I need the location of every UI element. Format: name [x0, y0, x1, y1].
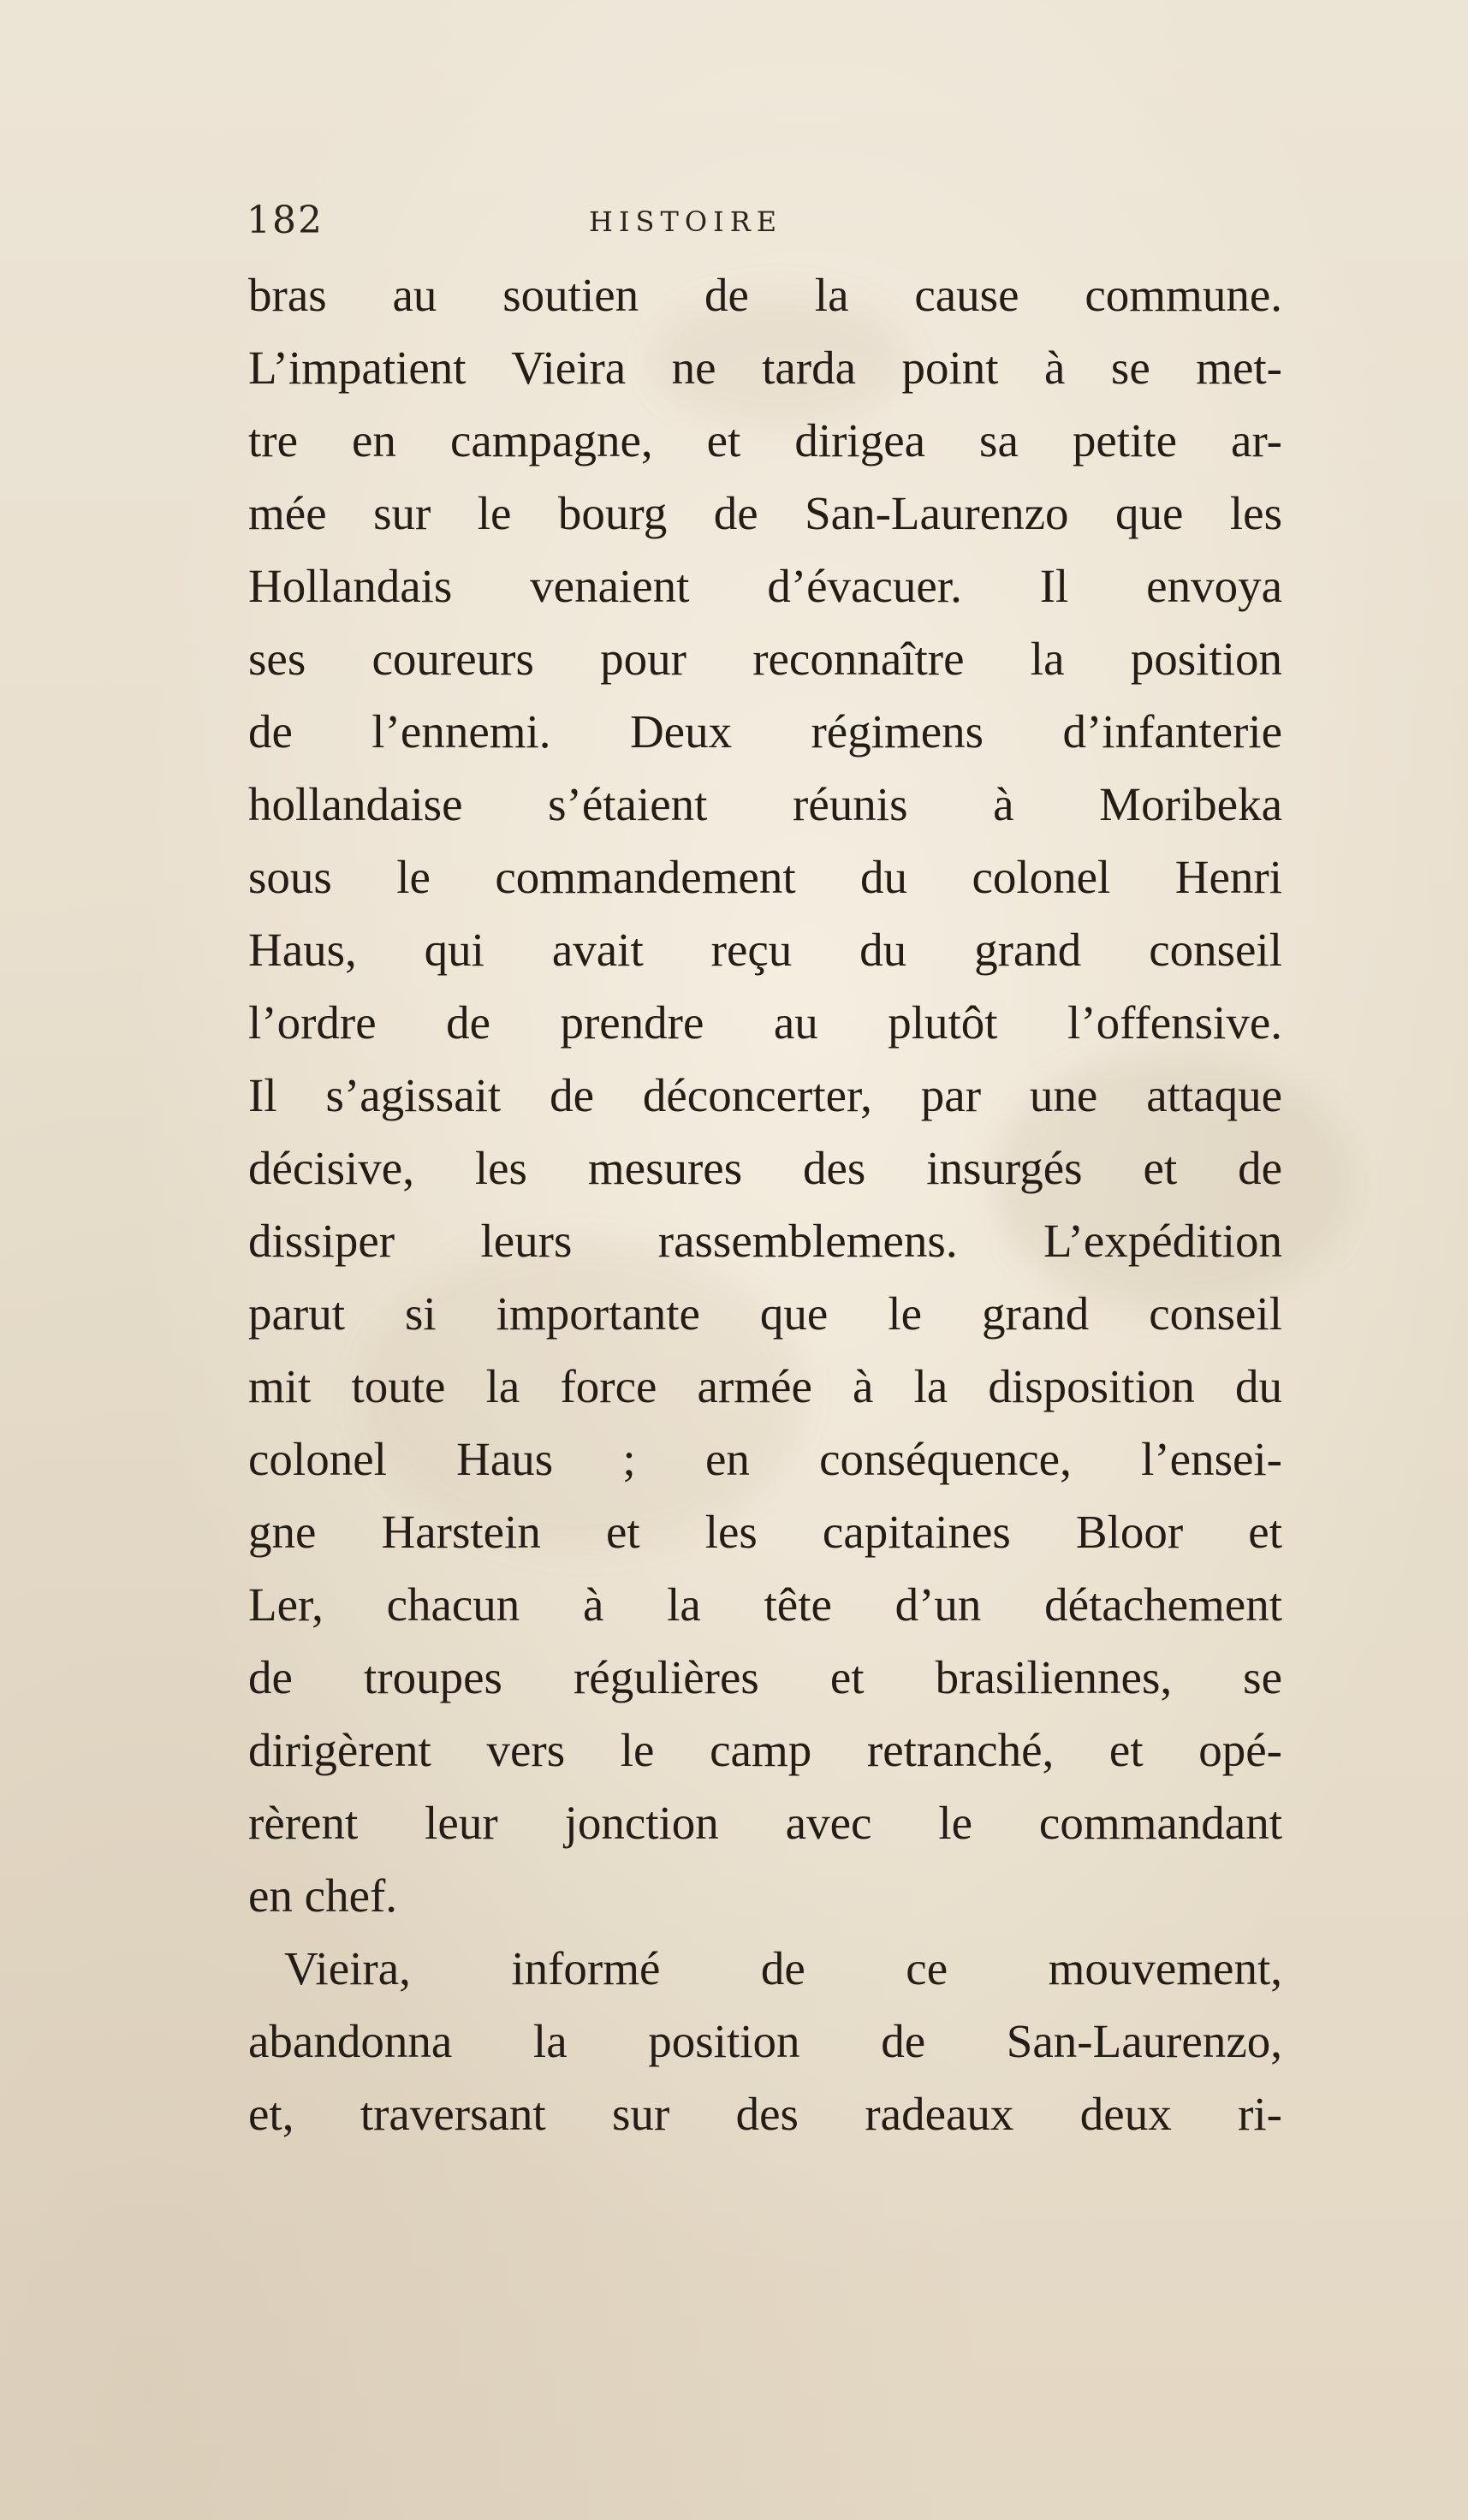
page-header: [247, 199, 1299, 250]
text-line: tre en campagne, et dirigea sa petite ar-: [248, 414, 1282, 467]
text-line: en chef.: [248, 1869, 398, 1922]
text-line: Il s’agissait de déconcerter, par une attaque: [248, 1069, 1282, 1121]
text-line: L’impatient Vieira ne tarda point à se met-: [248, 342, 1282, 394]
text-line: et, traversant sur des radeaux deux ri-: [248, 2088, 1282, 2140]
text-line: rèrent leur jonction avec le commandant: [248, 1797, 1282, 1849]
text-line: dirigèrent vers le camp retranché, et opé-: [248, 1724, 1282, 1776]
running-title: HISTOIRE: [589, 205, 783, 238]
text-line: ses coureurs pour reconnaître la position: [248, 633, 1282, 685]
text-line: mée sur le bourg de San-Laurenzo que les: [248, 487, 1282, 539]
text-line: hollandaise s’étaient réunis à Moribeka: [248, 778, 1282, 830]
text-line: Vieira, informé de ce mouvement,: [284, 1942, 1282, 1994]
text-line: Haus, qui avait reçu du grand conseil: [248, 924, 1282, 976]
text-line: de troupes régulières et brasiliennes, se: [248, 1651, 1282, 1703]
text-line: Hollandais venaient d’évacuer. Il envoya: [248, 560, 1282, 612]
text-line: dissiper leurs rassemblemens. L’expédition: [248, 1215, 1282, 1267]
page-number: 182: [247, 199, 324, 242]
text-line: décisive, les mesures des insurgés et de: [248, 1142, 1282, 1194]
text-line: bras au soutien de la cause commune.: [248, 269, 1282, 321]
text-line: sous le commandement du colonel Henri: [248, 851, 1282, 903]
text-line: l’ordre de prendre au plutôt l’offensive.: [248, 996, 1282, 1049]
text-line: gne Harstein et les capitaines Bloor et: [248, 1506, 1282, 1558]
text-line: de l’ennemi. Deux régimens d’infanterie: [248, 705, 1282, 758]
text-line: mit toute la force armée à la disposition du: [248, 1360, 1282, 1412]
text-line: abandonna la position de San-Laurenzo,: [248, 2015, 1282, 2067]
text-line: parut si importante que le grand conseil: [248, 1287, 1282, 1340]
body-text: [248, 259, 1282, 2150]
text-line: colonel Haus ; en conséquence, l’ensei-: [248, 1433, 1282, 1485]
text-line: Ler, chacun à la tête d’un détachement: [248, 1578, 1282, 1631]
